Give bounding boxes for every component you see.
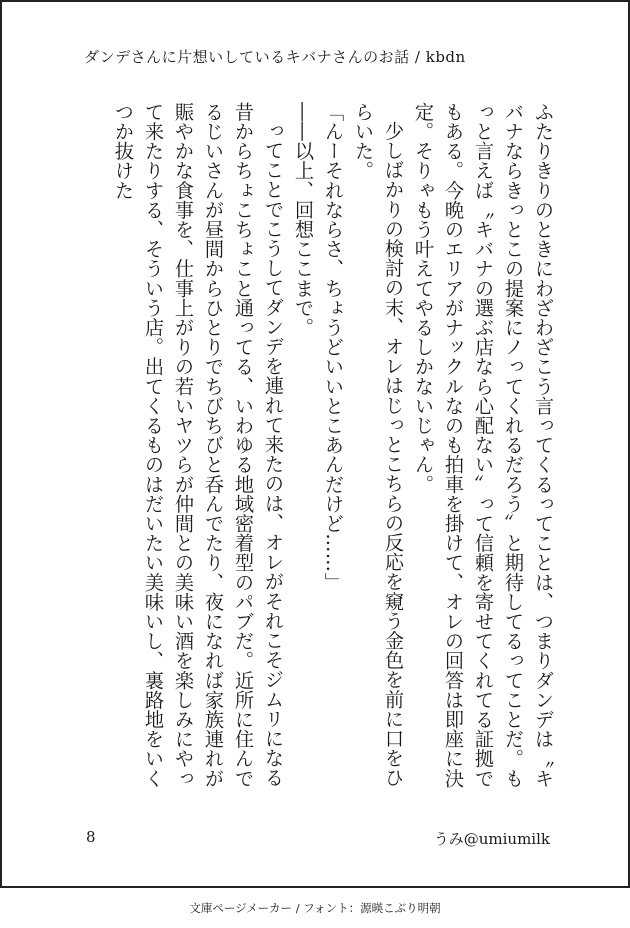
paragraph-4-scene-break: ――以上、回想ここまで。 [292, 102, 315, 338]
paragraph-1: ふたりきりのときにわざわざこう言ってくるってことは、つまりダンデは〝キバナならきっとこの提案にノってくれるだろう〟と期待してるってことだ。もっと言えば〝キバナの選ぶ店なら心配ない〟って信頼を寄せてくれてる証拠でもある。今晩のエリアがナックルなのも拍車を掛けて、オレの回答は即座に決定。そりゃもう叶えてやるしかないじゃん。 [412, 102, 555, 788]
paragraph-5: ってことでこうしてダンデを連れて来たのは、オレがそれこそジムリになる昔からちょこちょこと通ってる、いわゆる地域密着型のパブだ。近所に住んでるじいさんが昼間からひとりでちびちびと呑んでたり、夜になれば家族連れが賑やかな食事を、仕事上がりの若いヤツらが仲間との美味い酒を楽しみにやって来たりする、そういう店。出てくるものはだいたい美味いし、裏路地をいくつか抜けた [112, 102, 285, 788]
author-handle: うみ@umiumilk [433, 830, 550, 848]
vertical-body-text [80, 102, 558, 807]
page-number: 8 [86, 828, 96, 846]
paragraph-3-dialogue: 「んーそれならさ、ちょうどいいとこあんだけど……」 [322, 102, 345, 592]
paragraph-2: 少しばかりの検討の末、オレはじっとこちらの反応を窺う金色を前に口をひらいた。 [352, 102, 405, 788]
running-header-title: ダンデさんに片想いしているキバナさんのお話 / kbdn [84, 48, 466, 66]
generator-credit: 文庫ページメーカー / フォント：源暎こぶり明朝 [189, 901, 441, 915]
